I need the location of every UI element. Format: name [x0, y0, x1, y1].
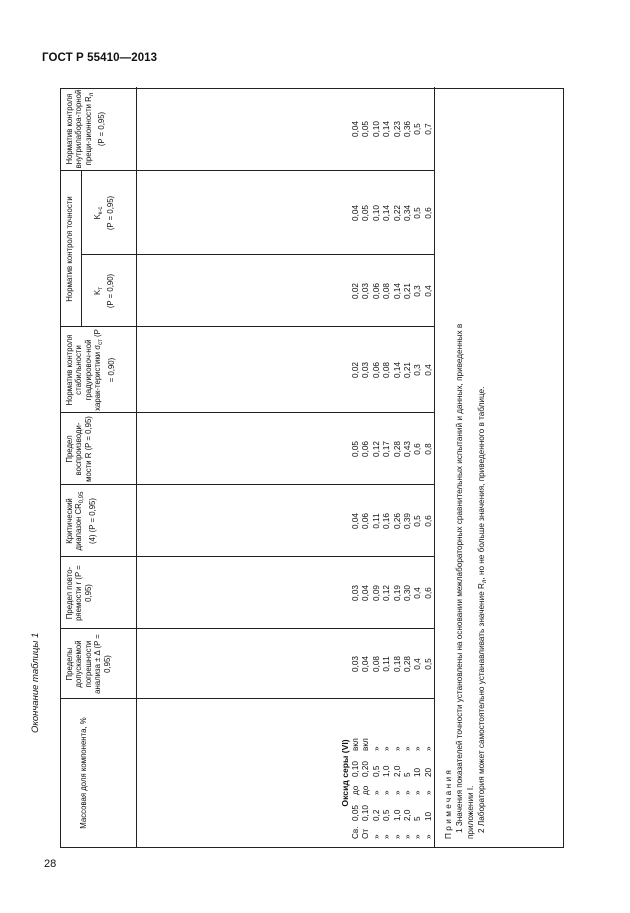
table-row-label: » 0,2 » 0,5 » [371, 746, 381, 839]
header-stability: Норматив контроля стабильности градуировоч-ной харак-теристики $\sigma_{ст}$ (P = 0,90) [65, 329, 116, 411]
header-accuracy-group: Норматив контроля точности [65, 196, 74, 302]
column-limits [351, 629, 434, 699]
table-cell: 0,21 [403, 283, 413, 299]
column-k-t [351, 255, 434, 327]
table-cell: 0,26 [392, 513, 402, 529]
table-cell: 0,4 [423, 364, 433, 376]
table-row-label: » 1,0 » 2,0 » [392, 746, 402, 839]
column-k-kk [351, 171, 434, 255]
table-row-label: » 2,0 » 5 » [402, 746, 412, 839]
table-cell: 0,08 [382, 283, 392, 299]
table-cell: 0,06 [361, 513, 371, 529]
table-cell: 0,10 [371, 121, 381, 137]
table-cell: 0,14 [382, 121, 392, 137]
table-cell: 0,5 [423, 658, 433, 670]
table-cell: 0,36 [403, 121, 413, 137]
table-cell: 0,34 [403, 205, 413, 221]
table-cell: 0,7 [423, 123, 433, 135]
table-cell: 0,12 [371, 441, 381, 457]
notes [443, 99, 491, 839]
table-row-label: » 5 » 10 » [413, 746, 423, 839]
table-cell: 0,03 [361, 362, 371, 378]
table-cell: 0,39 [403, 513, 413, 529]
note-2: 2 Лаборатория может самостоятельно устанавливать значение $R_л$, но не больше значения, приведенного в таблице. [477, 386, 488, 833]
table-cell: 0,12 [382, 585, 392, 601]
table-cell: 0,30 [403, 585, 413, 601]
table-cell: 0,23 [392, 121, 402, 137]
header-reproducibility: Предел воспроизводи-мости R (P = 0,95) [65, 416, 93, 482]
table-cell: 0,28 [392, 441, 402, 457]
table-caption: Окончание таблицы 1 [30, 632, 41, 733]
table-cell: 0,22 [392, 205, 402, 221]
table-cell: 0,17 [382, 441, 392, 457]
table-row-label: » 10 » 20 » [423, 746, 433, 839]
table-row-label: От 0,10 до 0,20 вкл [361, 738, 371, 839]
header-k-kk: $K_{к-с}$ (P = 0,95) [93, 195, 116, 231]
table-cell: 0,05 [351, 441, 360, 457]
table-cell: 0,06 [371, 283, 381, 299]
table-cell: 0,06 [361, 441, 371, 457]
column-repeatability [351, 557, 434, 629]
table-cell: 0,08 [371, 656, 381, 672]
header-limits: Пределы допускаемой погрешности анализа ± Δ (P = 0,95) [65, 634, 112, 694]
standard-header: ГОСТ Р 55410—2013 [42, 52, 158, 64]
table-cell: 0,05 [361, 121, 371, 137]
table-cell: 0,04 [361, 585, 371, 601]
table-cell: 0,04 [351, 513, 360, 529]
data-table [60, 88, 564, 848]
table-cell: 0,04 [351, 121, 360, 137]
table-cell: 0,5 [413, 515, 423, 527]
header-k-t: $K_т$ (P = 0,90) [93, 273, 116, 309]
table-cell: 0,6 [413, 443, 423, 455]
table-cell: 0,08 [382, 362, 392, 378]
table-cell: 0,43 [403, 441, 413, 457]
table-cell: 0,11 [382, 656, 392, 672]
column-stability [351, 327, 434, 413]
table-cell: 0,5 [413, 123, 423, 135]
table-cell: 0,6 [423, 587, 433, 599]
column-reproducibility [351, 413, 434, 485]
table-cell: 0,8 [423, 443, 433, 455]
table-cell: 0,6 [423, 515, 433, 527]
table-cell: 0,06 [371, 362, 381, 378]
table-cell: 0,19 [392, 585, 402, 601]
table-cell: 0,21 [403, 362, 413, 378]
page-number: 28 [44, 858, 57, 870]
table-cell: 0,4 [423, 285, 433, 297]
table-cell: 0,14 [392, 362, 402, 378]
table-cell: 0,4 [413, 587, 423, 599]
rotated-table-block [60, 88, 564, 848]
table-cell: 0,6 [423, 207, 433, 219]
table-cell: 0,02 [351, 362, 360, 378]
table-cell: 0,3 [413, 364, 423, 376]
table-cell: 0,14 [392, 283, 402, 299]
table-cell: 0,05 [361, 205, 371, 221]
table-cell: 0,28 [403, 656, 413, 672]
table-row-label: » 0,5 » 1,0 » [382, 746, 392, 839]
header-repeatability: Предел повто-ряемости r (P = 0,95) [65, 565, 93, 621]
column-critical-range [351, 485, 434, 557]
table-row-label: Св. 0,05 до 0,10 вкл [351, 738, 360, 839]
section-title: Оксид серы (VI) [340, 739, 350, 807]
header-intralab: Норматив контроля внутрилабора-торной преци-зионности $R_л$ (P = 0,95) [65, 89, 107, 169]
note-1: 1 Значения показателей точности установлены на основании межлабораторных сравнительных испытаний и данных, приведенных в [455, 323, 464, 833]
table-cell: 0,14 [382, 205, 392, 221]
table-cell: 0,16 [382, 513, 392, 529]
table-cell: 0,5 [413, 207, 423, 219]
table-cell: 0,09 [371, 585, 381, 601]
row-labels [351, 701, 434, 839]
column-intralab [351, 87, 434, 171]
table-cell: 0,02 [351, 283, 360, 299]
table-cell: 0,3 [413, 285, 423, 297]
table-cell: 0,10 [371, 205, 381, 221]
table-cell: 0,4 [413, 658, 423, 670]
header-mass-fraction: Массовая доля компонента, % [79, 717, 88, 829]
table-cell: 0,11 [371, 513, 381, 529]
header-critical-range: Критический диапазон $CR_{0,95}$ (4) (P = 0,95) [65, 491, 97, 551]
table-cell: 0,03 [351, 656, 360, 672]
table-cell: 0,04 [351, 205, 360, 221]
notes-title: Примечания [444, 767, 453, 839]
table-cell: 0,03 [361, 283, 371, 299]
table-cell: 0,18 [392, 656, 402, 672]
table-cell: 0,03 [351, 585, 360, 601]
table-cell: 0,04 [361, 656, 371, 672]
note-1-cont: приложении I. [466, 785, 475, 839]
